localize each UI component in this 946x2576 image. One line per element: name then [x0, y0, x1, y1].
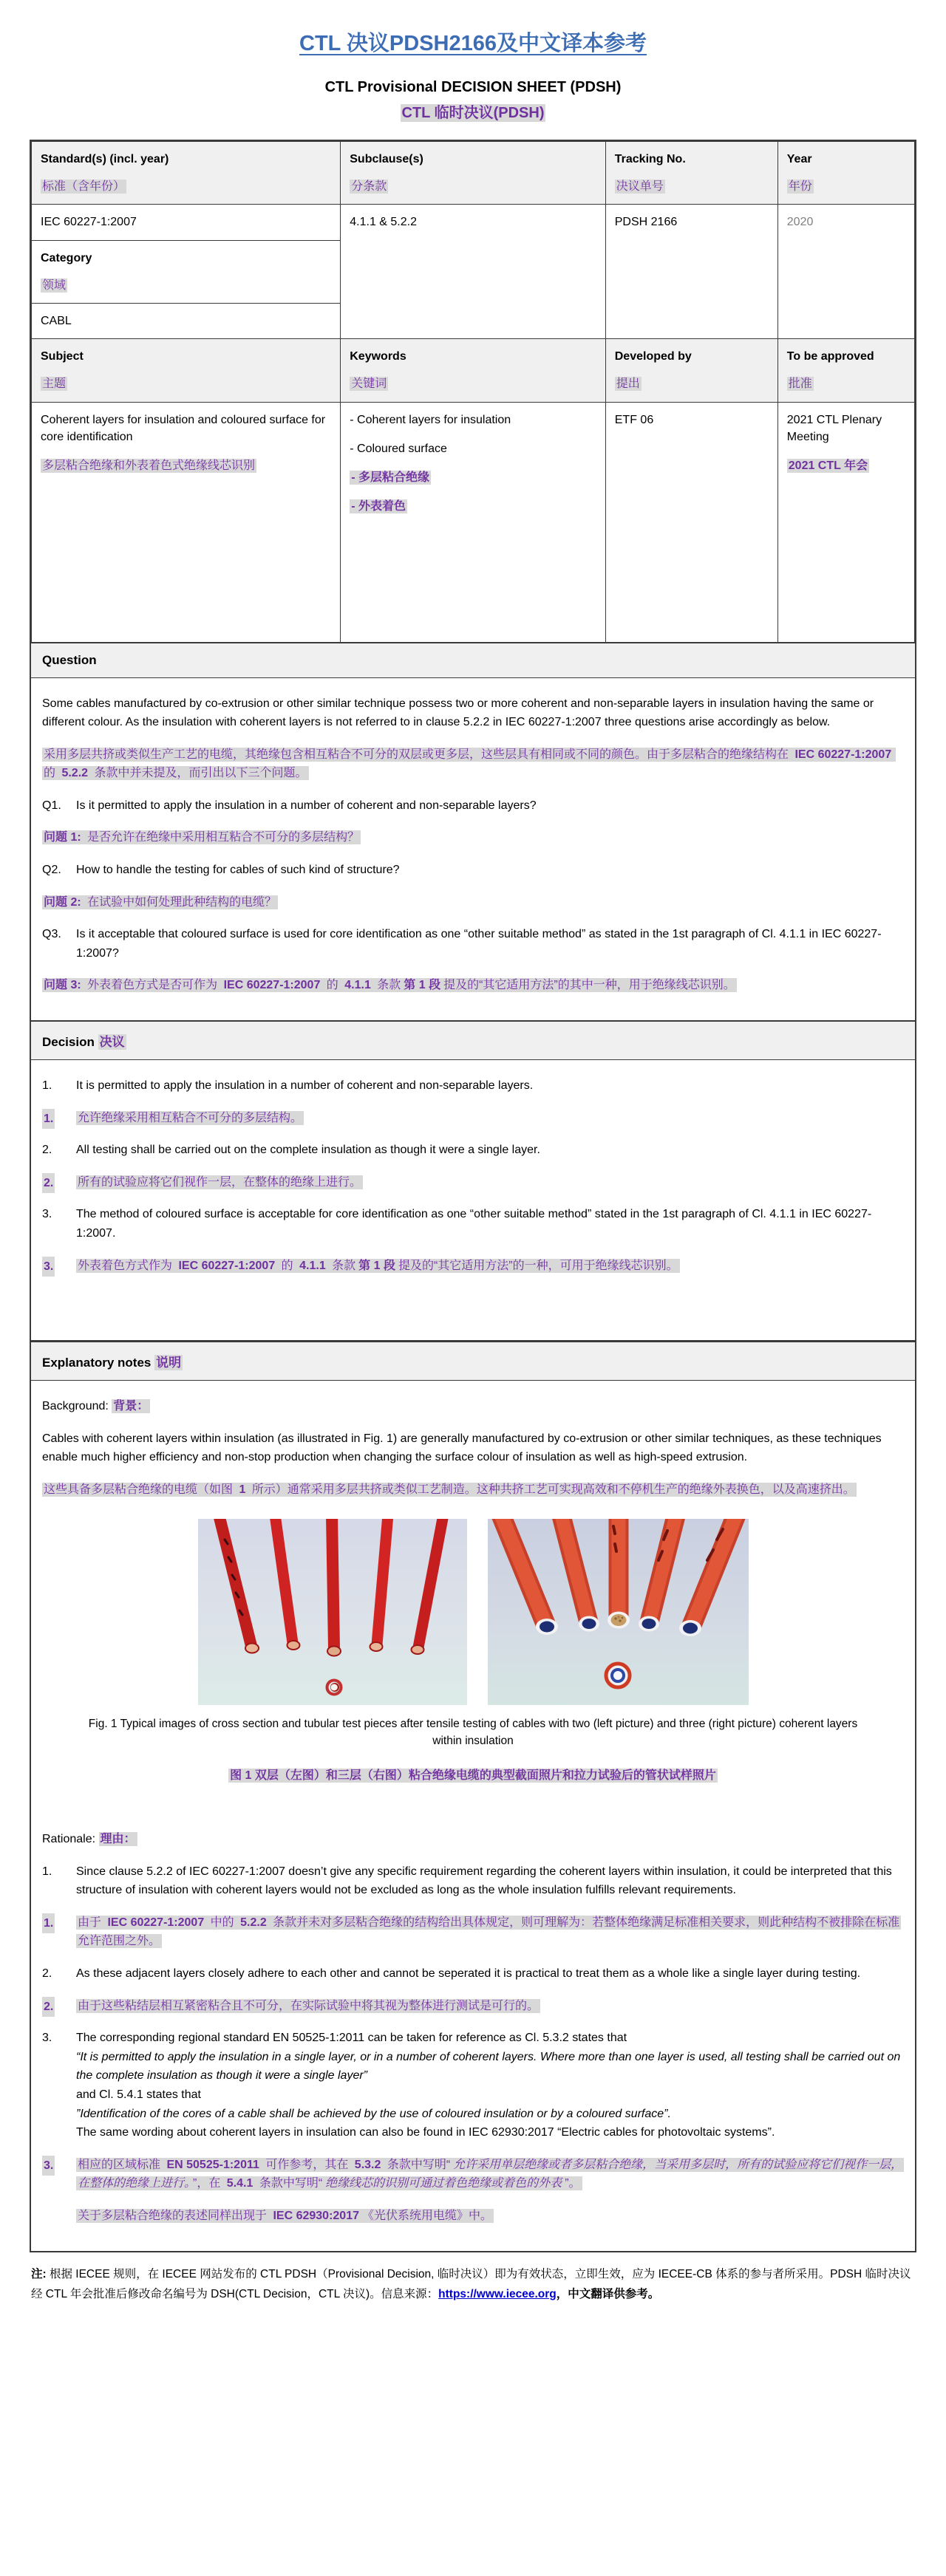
header-subclause-en: Subclause(s): [350, 153, 423, 165]
standard-value-cell: IEC 60227-1:2007: [32, 205, 341, 240]
header-year-cell: [777, 142, 914, 205]
item-number: 2.: [42, 1173, 55, 1194]
item-number: 1.: [42, 1079, 52, 1093]
section-header-decision: [31, 1020, 915, 1060]
item-number: 3.: [42, 2032, 52, 2045]
doc-heading-cn: [30, 100, 916, 122]
keywords-cell: [341, 402, 606, 642]
header-standard-cn: 标准（含年份）: [42, 180, 126, 194]
header-keywords-cell: [341, 339, 606, 402]
decision-title-cn: 决议: [99, 1035, 125, 1050]
cable-photo-left: [198, 1519, 467, 1705]
question-body: [31, 678, 915, 1021]
paragraph-cn-item: 3. 外表着色方式作为 IEC 60227-1:2007 的 4.1.1 条款 第 1 段 提及的“其它适用方法”的一种，可用于绝缘线芯识别。: [42, 1257, 904, 1276]
subject-en: Coherent layers for insulation and coloured surface for core identification: [41, 413, 326, 443]
cable-photo-right: [488, 1519, 749, 1705]
header-tracking-cell: [605, 142, 777, 205]
header-standard-cell: [32, 142, 341, 205]
paragraph-cn: 问题 3: 外表着色方式是否可作为 IEC 60227-1:2007 的 4.1.1 条款 第 1 段 提及的“其它适用方法”的其中一种，用于绝缘线芯识别。: [44, 979, 735, 992]
explanatory-title-cn: 说明: [156, 1356, 182, 1370]
paragraph-en-item: Q2. How to handle the testing for cables of such kind of structure?: [42, 861, 904, 880]
header-developed-en: Developed by: [614, 350, 692, 363]
header-developed-cn: 提出: [616, 377, 640, 391]
header-subject-cell: [32, 339, 341, 402]
page-title-text: CTL 决议PDSH2166及中文译本参考: [299, 32, 647, 55]
paragraph-cn: 问题 2: 在试验中如何处理此种结构的电缆？: [44, 895, 277, 909]
info-values-row: [32, 205, 915, 240]
paragraph-en: Some cables manufactured by co-extrusion or other similar technique possess two or more coherent and non-separable layers in insulation having the same or different colour. As the insulation with coherent layers is not referred to in clause 5.2.2 in IEC 60227-1:2007 three questions arise accordingly as below.: [42, 697, 874, 729]
explanatory-body: [31, 1381, 915, 2250]
subclause-value-cell: 4.1.1 & 5.2.2: [341, 205, 606, 339]
decision-body: [31, 1060, 915, 1340]
section-header-explanatory: [31, 1340, 915, 1381]
item-number: 3.: [42, 1208, 52, 1221]
paragraph-cn-item: 1. 由于 IEC 60227-1:2007 中的 5.2.2 条款并未对多层粘合绝缘的结构给出具体规定，则可理解为：若整体绝缘满足标准相关要求，则此种结构不被排除在标准允许范围之外。: [42, 1913, 904, 1951]
info-header-row-1: [32, 142, 915, 205]
header-approved-cell: [777, 339, 914, 402]
paragraph-cn: 问题 1: 是否允许在绝缘中采用相互粘合不可分的多层结构？: [44, 831, 360, 844]
header-subject-cn: 主题: [42, 377, 67, 391]
category-value-cell: CABL: [32, 303, 341, 338]
header-subject-en: Subject: [41, 350, 84, 363]
keyword-item: - Coloured surface: [350, 442, 447, 455]
info-table: [31, 141, 915, 643]
item-number: 1.: [42, 1109, 55, 1130]
subject-cell: [32, 402, 341, 642]
paragraph-en: Cables with coherent layers within insulation (as illustrated in Fig. 1) are generally manufactured by co-extrusion or other similar techniques, as these techniques enable much higher efficiency and non-stop production when changing the surface colour of insulation as well as high-speed extrusion.: [42, 1432, 882, 1464]
info-content-row: [32, 402, 915, 642]
header-year-en: Year: [786, 153, 812, 165]
header-year-cn: 年份: [788, 180, 812, 194]
header-subclause-cn: 分条款: [351, 180, 387, 194]
item-number: 2.: [42, 1967, 52, 1981]
developed-by-cell: ETF 06: [605, 402, 777, 642]
explanatory-title-en: Explanatory notes: [42, 1356, 152, 1370]
header-approved-cn: 批准: [788, 377, 812, 391]
paragraph-cn: 采用多层共挤或类似生产工艺的电缆，其绝缘包含相互粘合不可分的双层或更多层，这些层具有相同或不同的颜色。由于多层粘合的绝缘结构在 IEC 60227-1:2007 的 5.2.2 条款中并未提及，而引出以下三个问题。: [42, 745, 904, 783]
paragraph-en-item: 1. It is permitted to apply the insulation in a number of coherent and non-separable layers.: [42, 1076, 904, 1096]
rationale-paragraphs: [42, 1830, 904, 2226]
paragraph-en-item: 2. As these adjacent layers closely adhere to each other and cannot be seperated it is practical to treat them as a whole like a single layer during testing.: [42, 1964, 904, 1984]
paragraph-label: Background: 背景：: [42, 1400, 149, 1413]
paragraph-label: Rationale: 理由：: [42, 1833, 136, 1846]
background-paragraphs: [42, 1397, 904, 1499]
item-number: Q3.: [42, 928, 61, 941]
item-number: 1.: [42, 1865, 52, 1878]
paragraph-cn-item: 3. 相应的区域标准 EN 50525-1:2011 可作参考，其在 5.3.2 条款中写明“ 允许采用单层绝缘或者多层粘合绝缘，当采用多层时，所有的试验应将它们视作一层，在整体的绝缘上进行。 ”，在 5.4.1 条款中写明“ 绝缘线芯的识别可通过着色绝缘或着色的外表 ”。: [42, 2156, 904, 2193]
paragraph-cn-item: 2. 所有的试验应将它们视作一层，在整体的绝缘上进行。: [42, 1173, 904, 1192]
subject-cn: 多层粘合绝缘和外表着色式绝缘线芯识别: [42, 459, 256, 472]
header-tracking-en: Tracking No.: [614, 153, 686, 165]
approved-en: 2021 CTL Plenary Meeting: [786, 413, 882, 443]
page-title: [30, 27, 916, 57]
decision-title-en: Decision: [42, 1035, 95, 1050]
paragraph-cn-item: 关于多层粘合绝缘的表述同样出现于 IEC 62930:2017 《光伏系统用电缆》中。: [78, 2209, 492, 2222]
item-number: Q2.: [42, 864, 61, 877]
keyword-item: - Coherent layers for insulation: [350, 413, 511, 426]
header-keywords-cn: 关键词: [351, 377, 387, 391]
paragraph-en-item: 3. The corresponding regional standard EN 50525-1:2011 can be taken for reference as Cl. 5.3.2 states that “It is permitted to apply the insulation in a single layer, or in a number of coherent layers. Where more than one layer is used, all testing shall be carried out on the complete insulation as though it were a single layer” and Cl. 5.4.1 states that ”Identification of the cores of a cable shall be achieved by the use of coloured insulation or by a coloured surface”. The same wording about coherent layers in insulation can also be found in IEC 62930:2017 “Electric cables for photovoltaic systems”.: [42, 2029, 904, 2142]
figure-caption-en: Fig. 1 Typical images of cross section and tubular test pieces after tensile testing of cables with two (left picture) and three (right picture) coherent layers within insulation: [88, 1717, 858, 1747]
paragraph-en-item: 3. The method of coloured surface is acceptable for core identification as one “other suitable method” stated in the 1st paragraph of Cl. 4.1.1 in IEC 60227-1:2007.: [42, 1205, 904, 1243]
header-developed-cell: [605, 339, 777, 402]
question-title: Question: [42, 652, 97, 667]
section-header-question: [31, 643, 915, 678]
footer-note: 注: 根据 IECEE 规则，在 IECEE 网站发布的 CTL PDSH（Provisional Decision, 临时决议）即为有效状态，立即生效，应为 IECEE-CB 体系的参与者所采用。PDSH 临时决议经 CTL 年会批准后修改命名编号为 DSH(CTL Decision，CTL 决议)。信息来源：https://www.iecee.org，中文翻译供参考。: [31, 2267, 911, 2300]
header-standard-en: Standard(s) (incl. year): [41, 153, 169, 165]
tracking-value-cell: PDSH 2166: [605, 205, 777, 339]
item-number: 2.: [42, 1144, 52, 1157]
header-tracking-cn: 决议单号: [616, 180, 664, 194]
item-number: Q1.: [42, 799, 61, 812]
category-label-cn: 领域: [42, 279, 67, 292]
year-value-cell: 2020: [777, 205, 914, 339]
keyword-item-cn: - 多层粘合绝缘: [351, 471, 430, 484]
paragraph-cn: 这些具备多层粘合绝缘的电缆（如图 1 所示）通常采用多层共挤或类似工艺制造。这种共挤工艺可实现高效和不停机生产的绝缘外表换色，以及高速挤出。: [44, 1483, 855, 1496]
category-label-cell: [32, 240, 341, 303]
paragraph-en-item: Q1. Is it permitted to apply the insulation in a number of coherent and non-separable layers?: [42, 796, 904, 816]
paragraph-en-item: 1. Since clause 5.2.2 of IEC 60227-1:2007 doesn’t give any specific requirement regarding the coherent layers within insulation, it could be interpreted that this structure of insulation with coherent layers would not be excluded as long as the whole insulation fulfills relevant requirements.: [42, 1862, 904, 1900]
doc-heading-cn-text: CTL 临时决议(PDSH): [401, 105, 545, 121]
header-approved-en: To be approved: [786, 350, 874, 363]
item-number: 2.: [42, 1997, 55, 2018]
info-header-row-2: [32, 339, 915, 402]
decision-sheet: [30, 140, 916, 2252]
category-label-en: Category: [41, 251, 92, 264]
keyword-item-cn: - 外表着色: [351, 500, 406, 513]
figure-1: [42, 1519, 904, 1705]
iecee-link[interactable]: https://www.iecee.org: [438, 2287, 557, 2300]
header-keywords-en: Keywords: [350, 350, 406, 363]
item-number: 3.: [42, 2156, 55, 2176]
paragraph-en-item: Q3. Is it acceptable that coloured surface is used for core identification as one “other suitable method” as stated in the 1st paragraph of Cl. 4.1.1 in IEC 60227-1:2007?: [42, 925, 904, 963]
figure-caption-cn: [42, 1766, 904, 1783]
figure-caption-cn-text: 图 1 双层（左图）和三层（右图）粘合绝缘电缆的典型截面照片和拉力试验后的管状试样照片: [230, 1769, 716, 1783]
header-subclause-cell: [341, 142, 606, 205]
item-number: 1.: [42, 1913, 55, 1934]
paragraph-cn-item: 2. 由于这些粘结层相互紧密粘合且不可分，在实际试验中将其视为整体进行测试是可行的。: [42, 1997, 904, 2016]
paragraph-cn-item: 1. 允许绝缘采用相互粘合不可分的多层结构。: [42, 1109, 904, 1128]
approved-cell: [777, 402, 914, 642]
doc-heading-en: CTL Provisional DECISION SHEET (PDSH): [324, 79, 622, 95]
approved-cn: 2021 CTL 年会: [788, 459, 868, 472]
item-number: 3.: [42, 1257, 55, 1277]
paragraph-en-item: 2. All testing shall be carried out on the complete insulation as though it were a single layer.: [42, 1141, 904, 1160]
